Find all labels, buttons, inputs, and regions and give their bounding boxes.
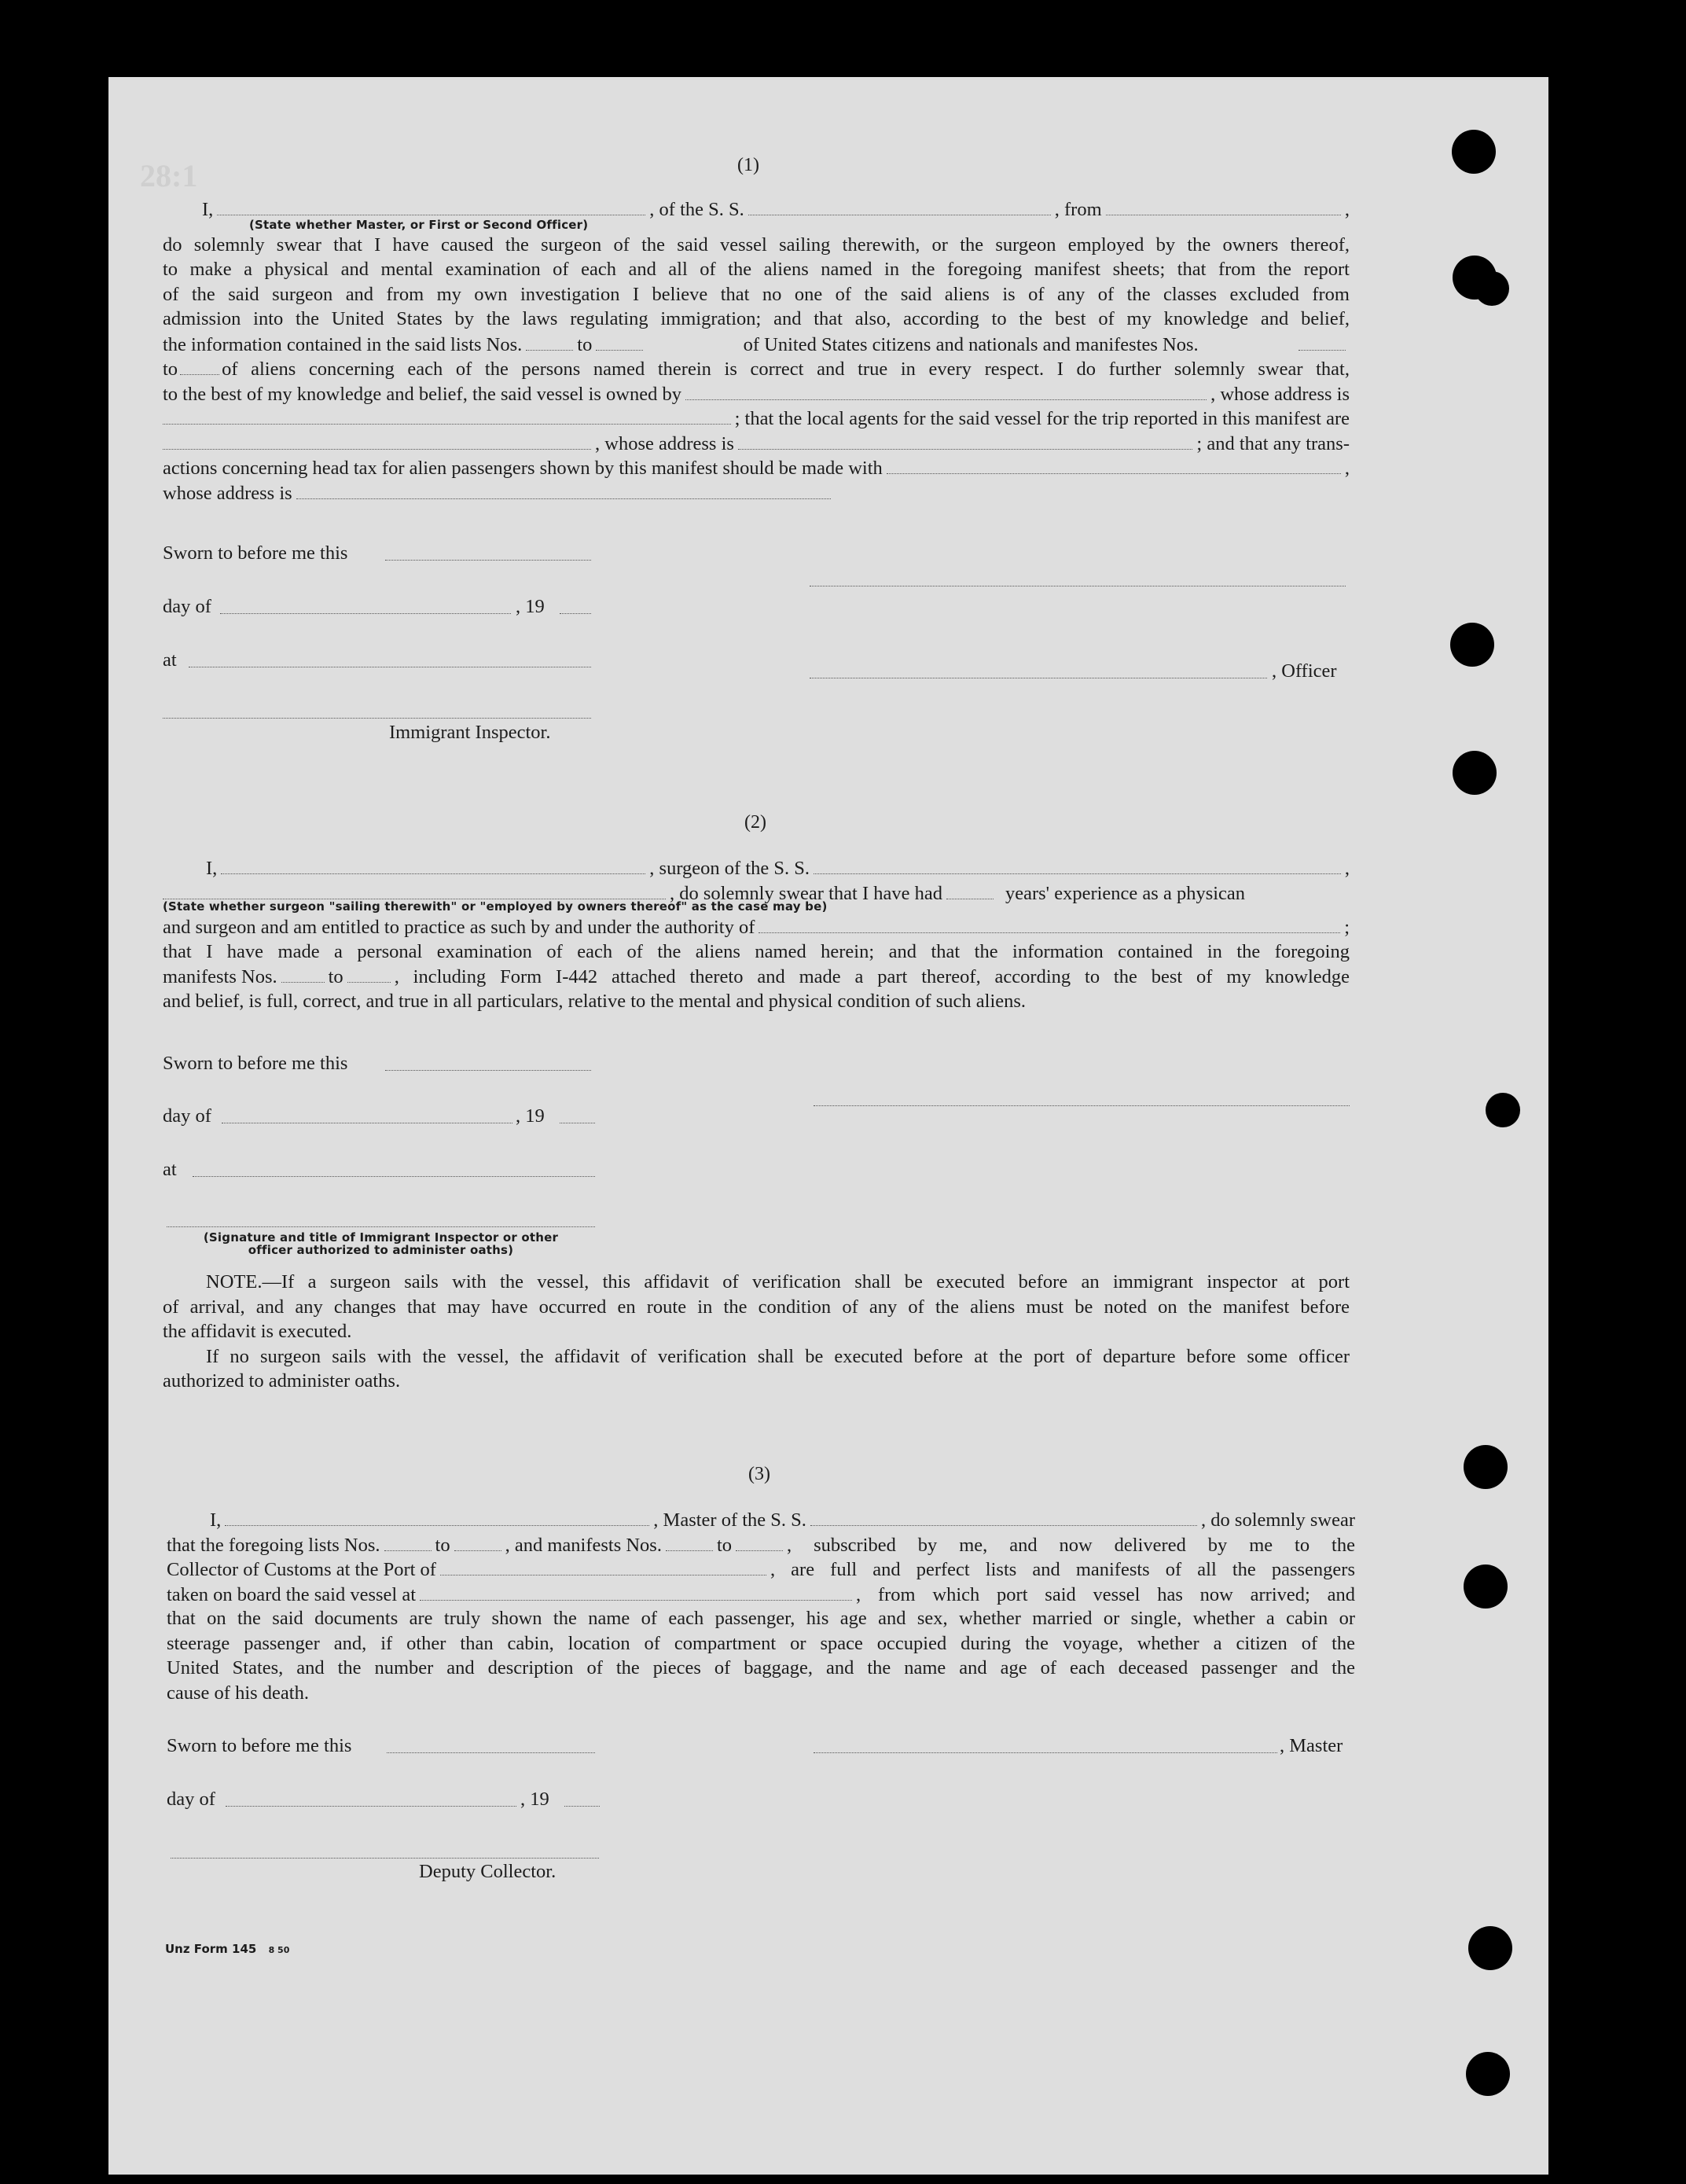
form-number: Unz Form 145 8 50: [165, 1942, 290, 1956]
master-name-field[interactable]: [217, 197, 645, 215]
s3-line-1: I, , Master of the S. S. , do solemnly swear: [167, 1507, 1355, 1532]
punch-hole: [1464, 1564, 1508, 1609]
s1-para-line: whose address is: [163, 480, 1350, 506]
head-tax-address-field[interactable]: [296, 480, 831, 499]
s3-line-3: Collector of Customs at the Port of , are full and perfect lists and manifests of all the passengers: [167, 1557, 1355, 1582]
s3-para-line: United States, and the number and description of the pieces of baggage, and the name and age of each deceased passenger and the: [167, 1657, 1355, 1678]
s1-day-field[interactable]: [220, 613, 511, 614]
s2-at-label: at: [163, 1159, 177, 1180]
citizens-list-from-field[interactable]: [526, 332, 573, 351]
punch-hole: [1466, 2052, 1510, 2096]
s3-lists-to-field[interactable]: [454, 1532, 501, 1551]
s2-line-1: I, , surgeon of the S. S. ,: [163, 855, 1350, 881]
section-2-number: (2): [744, 812, 766, 833]
vessel-owner-field[interactable]: [685, 381, 1207, 400]
note-line: authorized to administer oaths.: [163, 1370, 401, 1392]
s3-para-line: that on the said documents are truly shown the name of each passenger, his age and sex, whether married or single, whether a cabin or: [167, 1608, 1355, 1629]
s2-surgeon-signature-line[interactable]: [814, 1105, 1350, 1106]
s1-inspector-signature-line[interactable]: [163, 718, 591, 719]
years-experience-field[interactable]: [946, 881, 994, 899]
punch-hole: [1468, 1926, 1512, 1970]
s2-surgeon-note: (State whether surgeon "sailing therewith" or "employed by owners thereof" as the case may be): [163, 899, 828, 914]
s1-para-line: to make a physical and mental examination of each and all of the aliens named in the foregoing manifest sheets; that from the report: [163, 259, 1350, 280]
s1-sworn-label: Sworn to before me this: [163, 542, 348, 564]
s1-day-label: day of: [163, 596, 211, 617]
s2-para-line: manifests Nos. to , including Form I-442 attached thereto and made a part thereof, according to the best of my knowledge: [163, 964, 1350, 989]
s1-para-line: to the best of my knowledge and belief, the said vessel is owned by , whose address is: [163, 381, 1350, 406]
s1-inspector-label: Immigrant Inspector.: [389, 722, 551, 743]
note-line: of arrival, and any changes that may have occurred en route in the condition of any of the aliens must be noted on the manifest before: [163, 1296, 1350, 1318]
s1-officer-label: , Officer: [1272, 660, 1337, 682]
s3-para-line: steerage passenger and, if other than cabin, location of compartment or space occupied during the voyage, whether a citizen of the: [167, 1632, 1355, 1654]
surgeon-name-field[interactable]: [221, 855, 645, 874]
section-2-body: [163, 855, 1350, 1013]
s2-note-block: [163, 1270, 1350, 1394]
aliens-manifest-from-field[interactable]: [1298, 332, 1346, 351]
s1-para-line: the information contained in the said lists Nos. to of United States citizens and nationals and manifestes Nos.: [163, 332, 1350, 357]
s2-line-2: , do solemnly swear that I have had years' experience as a physican: [163, 881, 1350, 906]
punch-hole: [1464, 1445, 1508, 1489]
s2-manifest-to-field[interactable]: [347, 964, 391, 983]
s1-officer-note: (State whether Master, or First or Second Officer): [249, 217, 589, 232]
s3-master-name-field[interactable]: [225, 1507, 649, 1526]
s3-sworn-date-field[interactable]: [387, 1752, 595, 1753]
s3-vessel-name-field[interactable]: [810, 1507, 1197, 1526]
s1-para-line: , whose address is ; and that any trans-: [163, 431, 1350, 456]
punch-hole: [1453, 751, 1497, 795]
s1-para-line: admission into the United States by the laws regulating immigration; and that also, according to the best of my knowledge and belief,: [163, 308, 1350, 329]
section-3-number: (3): [748, 1464, 770, 1484]
local-agents-field[interactable]: [163, 431, 591, 450]
s3-master-label: , Master: [1280, 1735, 1343, 1756]
s2-para-line: that I have made a personal examination of each of the aliens named herein; and that the information contained in the foregoing: [163, 940, 1350, 962]
s3-sworn-label: Sworn to before me this: [167, 1735, 352, 1756]
s2-vessel-name-field[interactable]: [814, 855, 1341, 874]
s2-sworn-date-field[interactable]: [385, 1070, 591, 1071]
from-port-field[interactable]: [1106, 197, 1341, 215]
s3-embark-port-field[interactable]: [420, 1582, 852, 1601]
s3-para-line: cause of his death.: [167, 1682, 309, 1704]
punch-hole: [1450, 623, 1494, 667]
punch-hole: [1475, 271, 1509, 306]
s2-sworn-label: Sworn to before me this: [163, 1053, 348, 1074]
note-line: If no surgeon sails with the vessel, the affidavit of verification shall be executed before at the port of departure before some officer: [206, 1345, 1350, 1367]
s1-para-line: of the said surgeon and from my own investigation I believe that no one of the said aliens is of any of the classes excluded from: [163, 283, 1350, 305]
s1-line-1: I, , of the S. S. , from ,: [163, 197, 1350, 222]
s1-para-line: actions concerning head tax for alien passengers shown by this manifest should be made with ,: [163, 455, 1350, 480]
s2-signature-note: (Signature and title of Immigrant Inspector or other officer authorized to administer oaths): [203, 1230, 559, 1257]
practice-authority-field[interactable]: [759, 914, 1340, 933]
section-1-body: [163, 197, 1350, 505]
s1-sworn-date-field[interactable]: [385, 560, 591, 561]
s3-year-field[interactable]: [564, 1806, 600, 1807]
s3-year-label: , 19: [520, 1789, 549, 1810]
vessel-name-field[interactable]: [748, 197, 1051, 215]
s3-collector-label: Deputy Collector.: [419, 1861, 556, 1882]
faint-stamp-mark: 28:1: [140, 158, 198, 193]
s2-year-label: , 19: [516, 1105, 545, 1127]
s3-master-signature-line[interactable]: [814, 1752, 1277, 1753]
note-line: the affidavit is executed.: [163, 1321, 352, 1342]
s3-line-4: taken on board the said vessel at , from which port said vessel has now arrived; and: [167, 1582, 1355, 1607]
s1-para-line: ; that the local agents for the said vessel for the trip reported in this manifest are: [163, 406, 1350, 431]
surgeon-status-field[interactable]: [163, 881, 666, 899]
punch-hole: [1486, 1093, 1520, 1127]
s1-at-label: at: [163, 649, 177, 671]
s3-line-2: that the foregoing lists Nos. to , and manifests Nos. to , subscribed by me, and now delivered by me to the: [167, 1532, 1355, 1557]
s3-day-field[interactable]: [226, 1806, 516, 1807]
section-3-body: [167, 1507, 1355, 1705]
s1-year-label: , 19: [516, 596, 545, 617]
s1-para-line: do solemnly swear that I have caused the surgeon of the said vessel sailing therewith, or the surgeon employed by the owners thereof,: [163, 233, 1350, 256]
punch-hole: [1452, 130, 1496, 174]
aliens-manifest-to-field[interactable]: [180, 356, 219, 375]
s2-para-line: and belief, is full, correct, and true in all particulars, relative to the mental and physical condition of such aliens.: [163, 990, 1027, 1012]
s3-day-label: day of: [167, 1789, 215, 1810]
s2-at-field[interactable]: [193, 1176, 595, 1177]
s3-manifests-to-field[interactable]: [736, 1532, 783, 1551]
s2-day-label: day of: [163, 1105, 211, 1127]
agents-address-field[interactable]: [738, 431, 1193, 450]
s3-collector-signature-line[interactable]: [171, 1858, 599, 1859]
s3-port-field[interactable]: [440, 1557, 766, 1575]
s1-para-line: to of aliens concerning each of the persons named therein is correct and true in every respect. I do further solemnly swear that,: [163, 356, 1350, 381]
s1-year-field[interactable]: [560, 613, 591, 614]
s2-inspector-signature-line[interactable]: [167, 1226, 595, 1227]
owner-address-field[interactable]: [163, 406, 731, 425]
head-tax-party-field[interactable]: [887, 455, 1341, 474]
section-1-number: (1): [737, 155, 759, 175]
s2-para-line: and surgeon and am entitled to practice as such by and under the authority of ;: [163, 914, 1350, 939]
note-line: NOTE.—If a surgeon sails with the vessel, this affidavit of verification shall be executed before an immigrant inspector at port: [206, 1271, 1350, 1292]
s2-manifest-from-field[interactable]: [281, 964, 325, 983]
citizens-list-to-field[interactable]: [596, 332, 643, 351]
s3-lists-from-field[interactable]: [384, 1532, 432, 1551]
s3-manifests-from-field[interactable]: [666, 1532, 713, 1551]
